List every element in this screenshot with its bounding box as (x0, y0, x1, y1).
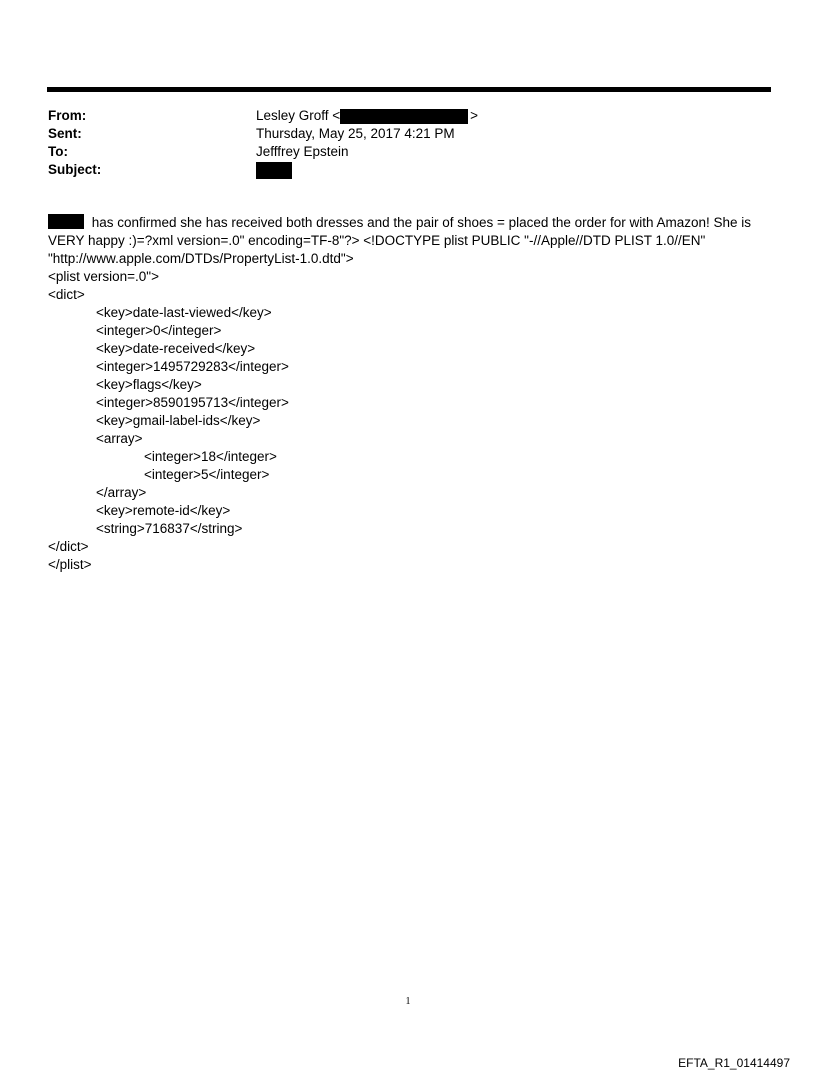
code-line: <dict> (48, 287, 85, 302)
body-paragraph (48, 214, 768, 232)
code-line: <integer>18</integer> (144, 449, 277, 464)
code-line: </dict> (48, 539, 89, 554)
code-line: </plist> (48, 557, 92, 572)
from-row (48, 107, 768, 125)
subject-value (256, 161, 292, 179)
subject-row (48, 161, 768, 179)
to-label: To: (48, 144, 68, 159)
code-line: <array> (96, 431, 143, 446)
from-label: From: (48, 108, 87, 123)
from-close: > (470, 108, 479, 123)
code-line: <string>716837</string> (96, 521, 243, 536)
sent-row (48, 125, 768, 143)
code-line: <integer>5</integer> (144, 467, 270, 482)
code-line: <key>flags</key> (96, 377, 202, 392)
body-line-1: has confirmed she has received both dresses and the pair of shoes = placed the order for with Amazon! She is (88, 215, 752, 230)
code-line: <integer>8590195713</integer> (96, 395, 289, 410)
redaction-subject (256, 162, 292, 179)
email-body (48, 214, 768, 574)
code-line: <key>gmail-label-ids</key> (96, 413, 261, 428)
from-value (256, 107, 478, 125)
redaction-email (340, 109, 468, 124)
plist-code-block (48, 268, 768, 574)
code-line: <integer>1495729283</integer> (96, 359, 289, 374)
bates-number: EFTA_R1_01414497 (678, 1056, 790, 1070)
header-rule (47, 87, 771, 92)
to-value: Jefffrey Epstein (256, 144, 349, 159)
redaction-name (48, 214, 84, 229)
code-line: </array> (96, 485, 147, 500)
code-line: <plist version=.0"> (48, 269, 159, 284)
page-number: 1 (405, 996, 411, 1007)
code-line: <key>date-last-viewed</key> (96, 305, 272, 320)
body-line-2: VERY happy :)=?xml version=.0" encoding=TF-8"?> <!DOCTYPE plist PUBLIC "-//Apple//DTD PLIST 1.0//EN" (48, 233, 706, 248)
subject-label: Subject: (48, 162, 102, 177)
to-row (48, 143, 768, 161)
from-name: Lesley Groff < (256, 108, 341, 123)
sent-label: Sent: (48, 126, 82, 141)
sent-value: Thursday, May 25, 2017 4:21 PM (256, 126, 455, 141)
body-line-3: "http://www.apple.com/DTDs/PropertyList-1.0.dtd"> (48, 251, 354, 266)
code-line: <key>remote-id</key> (96, 503, 231, 518)
email-header (48, 107, 768, 179)
code-line: <key>date-received</key> (96, 341, 256, 356)
code-line: <integer>0</integer> (96, 323, 222, 338)
